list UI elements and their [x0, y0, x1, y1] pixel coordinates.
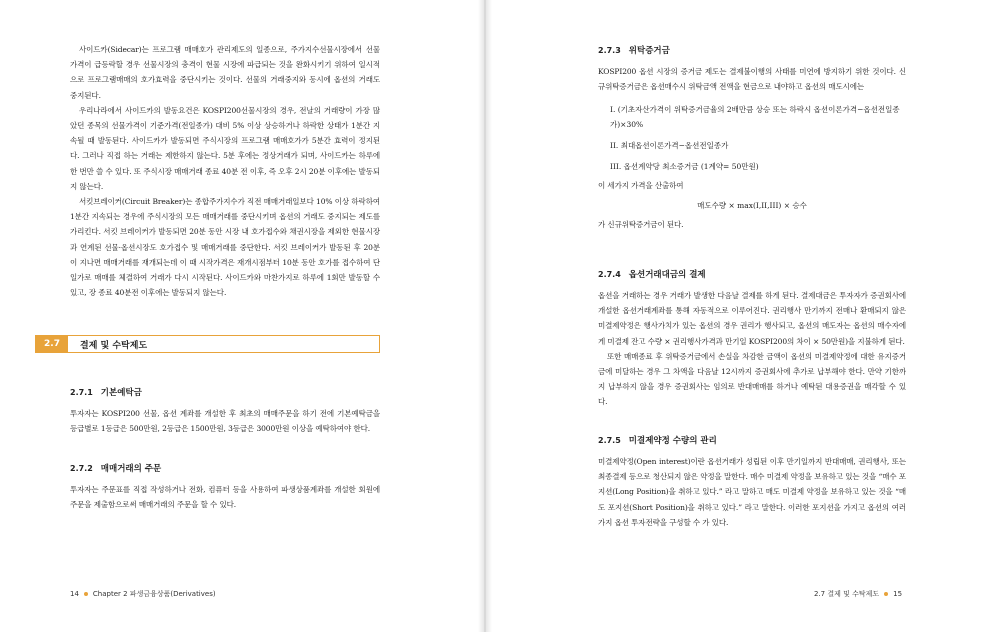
subsection-heading: 2.7.5 미결제약정 수량의 관리 — [598, 436, 717, 446]
settlement-paragraph: 또한 매매종료 후 위탁증거금에서 손실을 차감한 금액이 옵션의 미결제약정에 대한 유지증거금에 미달하는 경우 그 차액을 다음날 12시까지 증권회사에 추가로 납부해야 한다. 만약 기한까지 납부하지 않을 경우 증권회사는 임의로 반대매매를 하거나 예탁된 대용증권을 매각할 수 있다. — [598, 351, 906, 407]
list-item: I. (기초자산가격이 위탁증거금율의 2배만큼 상승 또는 하락시 옵션이론가격−옵션전일종가)×30% — [610, 105, 900, 130]
sidecar-paragraph: 사이드카(Sidecar)는 프로그램 매매호가 관리제도의 일종으로, 주가지수선물시장에서 선물 가격이 급등락할 경우 선물시장의 충격이 현물 시장에 파급되는 것을 완화시키기 위하여 일시적으로 프로그램매매의 호가효력을 중단시키는 것이다. 선물의 거래중지와 동시에 옵션의 거래도 중지된다. — [70, 45, 380, 100]
subsection-2-7-1 — [70, 386, 380, 436]
subsection-text: 투자자는 KOSPI200 선물, 옵션 계좌를 개설한 후 최초의 매매주문을 하기 전에 기본예탁금을 등급별로 1등급은 500만원, 2등급은 1500만원, 3등급은 3000만원 이상을 예탁하여야 한다. — [70, 409, 380, 434]
sidecar-rule-paragraph: 우리나라에서 사이드카의 발동요건은 KOSPI200선물시장의 경우, 전날의 거래량이 가장 많았던 종목의 선물가격이 기준가격(전일종가) 대비 5% 이상 상승하거나 하락한 상태가 1분간 지속될 때 발동된다. 사이드카가 발동되면 주식시장의 프로그램 매매호가가 5분간 효력이 정지된다. 그러나 직접 하는 거래는 제한하지 않는다. 5분 후에는 정상거래가 되며, 사이드카는 하루에 한 번만 쓸 수 있다. 또 주식시장 매매거래 종료 40분 전 이후, 즉 오후 2시 20분 이후에는 발동되지 않는다. — [70, 105, 380, 191]
right-footer — [814, 589, 902, 599]
circuit-breaker-paragraph: 서킷브레이커(Circuit Breaker)는 종합주가지수가 직전 매매거래일보다 10% 이상 하락하여 1분간 지속되는 경우에 주식시장의 모든 매매거래를 중단시키며 옵션의 거래도 중지되는 제도를 가리킨다. 서킷 브레이커가 발동되면 20분 동안 시장 내 호가접수와 채권시장을 제외한 현물시장과 연계된 선물·옵션시장도 호가접수 및 매매거래를 중단한다. 서킷 브레이커가 발동된 후 20분이 지나면 매매거래를 재개되는데 이 때 시작가격은 재개시점부터 10분 동안 호가를 접수하여 단일가로 매매를 체결하여 거래가 다시 시작된다. 사이드카와 마찬가지로 하루에 1회만 발동할 수 있고, 장 종료 40분전 이후에는 발동되지 않는다. — [70, 197, 380, 298]
subsection-2-7-4 — [598, 268, 906, 410]
open-interest-paragraph: 미결제약정(Open interest)이란 옵션거래가 성립된 이후 만기일까지 반대매매, 권리행사, 또는 최종결제 등으로 청산되지 않은 약정을 말한다. 매수 미결제 약정을 보유하고 있는 것을 “매수 포지션(Long Position)을 취하고 있다.” 라고 말하고 매도 미결제 약정을 보유하고 있는 것을 “매도 포지션(Short Position)을 취하고 있다.” 라고 말한다. 이러한 포지션을 가지고 옵션의 여러 가지 옵션 투자전략을 구성할 수 가 있다. — [598, 457, 906, 527]
section-heading — [35, 335, 380, 353]
list-item: III. 옵션계약당 최소증거금 (1계약= 50만원) — [610, 162, 759, 172]
subsection-2-7-3 — [598, 44, 906, 232]
margin-formula: 매도수량 × max(I,II,III) × 승수 — [697, 200, 807, 210]
list-item: II. 최대옵션이론가격−옵션전일종가 — [610, 141, 729, 151]
book-gutter — [478, 0, 492, 632]
left-intro-text — [70, 42, 380, 300]
chapter-title: Chapter 2 파생금융상품(Derivatives) — [92, 590, 216, 598]
section-number: 2.7 — [36, 336, 68, 352]
margin-end: 가 신규위탁증거금이 된다. — [598, 219, 684, 229]
section-title: 결제 및 수탁제도 — [80, 340, 148, 351]
margin-list — [610, 102, 906, 174]
footer-dot-icon — [84, 592, 88, 596]
left-footer — [70, 589, 216, 599]
subsection-heading: 2.7.3 위탁증거금 — [598, 46, 670, 56]
subsection-2-7-5 — [598, 434, 906, 530]
settlement-paragraph: 옵션을 거래하는 경우 거래가 발생한 다음날 결제를 하게 된다. 결제대금은 투자자가 증권회사에 개설한 옵션거래계좌를 통해 자동적으로 이루어진다. 권리행사 만기까지 전매나 환매되지 않은 미결제약정은 행사가치가 있는 옵션의 경우 권리가 행사되고, 옵션의 매도자는 옵션의 매수자에게 미결제 잔고 수량 × 권리행사가격과 만기일 KOSPI200의 차이 × 50만원)을 지불하게 된다. — [598, 291, 906, 346]
subsection-heading: 2.7.4 옵션거래대금의 결제 — [598, 270, 706, 280]
right-page — [492, 0, 982, 632]
section-reference: 2.7 결제 및 수탁제도 — [814, 590, 880, 598]
subsection-heading: 2.7.1 기본예탁금 — [70, 388, 142, 398]
subsection-text: 투자자는 주문표를 직접 작성하거나 전화, 컴퓨터 등을 사용하여 파생상품계좌를 개설한 회원에 주문을 제출함으로써 매매거래의 주문을 할 수 있다. — [70, 485, 380, 510]
subsection-2-7-2 — [70, 462, 380, 512]
margin-mid: 이 세가지 가격을 산출하여 — [598, 181, 684, 191]
left-page — [0, 0, 478, 632]
page-number: 15 — [893, 590, 903, 598]
page-number: 14 — [70, 590, 79, 598]
subsection-heading: 2.7.2 매매거래의 주문 — [70, 464, 162, 474]
margin-intro: KOSPI200 옵션 시장의 증거금 제도는 결제불이행의 사태를 미연에 방지하기 위한 것이다. 신규위탁증거금은 옵션매수시 위탁금액 전액을 현금으로 내야하고 옵션의 매도시에는 — [598, 67, 906, 92]
footer-dot-icon — [884, 592, 888, 596]
